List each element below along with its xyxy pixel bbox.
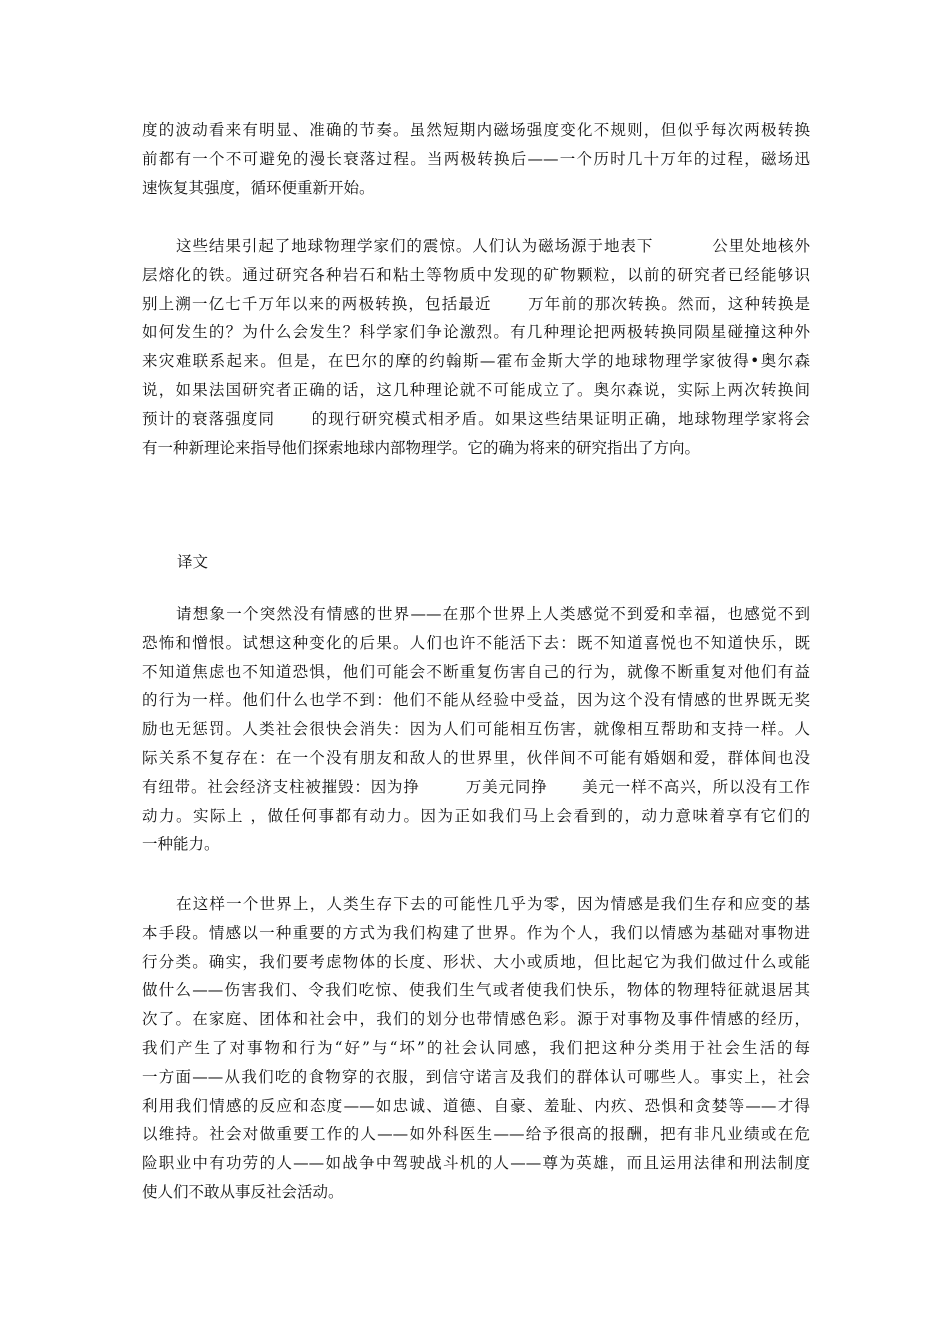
text-line: 我们产生了对事物和行为“好”与“坏”的社会认同感，我们把这种分类用于社会生活的每	[142, 1038, 810, 1057]
text-line: 利用我们情感的反应和态度——如忠诚、道德、自豪、羞耻、内疚、恐惧和贪婪等——才得	[142, 1096, 810, 1115]
text-line: 前都有一个不可避免的漫长衰落过程。当两极转换后——一个历时几十万年的过程，磁场迅	[142, 149, 810, 168]
text-line: 本手段。情感以一种重要的方式为我们构建了世界。作为个人，我们以情感为基础对事物进	[142, 923, 810, 942]
text-line: 恐怖和憎恨。试想这种变化的后果。人们也许不能活下去：既不知道喜悦也不知道快乐，既	[142, 633, 810, 652]
paragraph-geophysicists	[142, 232, 810, 462]
text-line: 以维持。社会对做重要工作的人——如外科医生——给予很高的报酬，把有非凡业绩或在危	[142, 1125, 810, 1144]
text-line: 在这样一个世界上，人类生存下去的可能性几乎为零，因为情感是我们生存和应变的基	[176, 895, 810, 913]
text-line: 来灾难联系起来。但是，在巴尔的摩的约翰斯—霍布金斯大学的地球物理学家彼得•奥尔森	[142, 352, 810, 371]
text-line: 预计的衰落强度同 的现行研究模式相矛盾。如果这些结果证明正确，地球物理学家将会	[142, 409, 810, 428]
paragraph-emotionless-world	[142, 600, 810, 859]
text-line: 请想象一个突然没有情感的世界——在那个世界上人类感觉不到爱和幸福，也感觉不到	[176, 605, 810, 623]
text-line: 次了。在家庭、团体和社会中，我们的划分也带情感色彩。源于对事物及事件情感的经历，	[142, 1010, 810, 1029]
text-line: 不知道焦虑也不知道恐惧，他们可能会不断重复伤害自己的行为，就像不断重复对他们有益	[142, 662, 810, 681]
text-line: 做什么——伤害我们、令我们吃惊、使我们生气或者使我们快乐，物体的物理特征就退居其	[142, 981, 810, 1000]
text-line: 有纽带。社会经济支柱被摧毁：因为挣 万美元同挣 美元一样不高兴，所以没有工作	[142, 777, 810, 796]
paragraph-magnetic-cycle	[142, 116, 810, 202]
text-line: 的行为一样。他们什么也学不到：他们不能从经验中受益，因为这个没有情感的世界既无奖	[142, 691, 810, 710]
text-line: 速恢复其强度，循环便重新开始。	[142, 178, 375, 197]
text-line: 际关系不复存在：在一个没有朋友和敌人的世界里，伙伴间不可能有婚姻和爱，群体间也没	[142, 748, 810, 767]
text-line: 险职业中有功劳的人——如战争中驾驶战斗机的人——尊为英雄，而且运用法律和刑法制度	[142, 1154, 810, 1173]
text-line: 层熔化的铁。通过研究各种岩石和粘土等物质中发现的矿物颗粒，以前的研究者已经能够识	[142, 265, 810, 284]
text-line: 如何发生的？为什么会发生？科学家们争论激烈。有几种理论把两极转换同陨星碰撞这种外	[142, 323, 810, 342]
paragraph-emotions-survival	[142, 890, 810, 1207]
text-line: 别上溯一亿七千万年以来的两极转换，包括最近 万年前的那次转换。然而，这种转换是	[142, 294, 810, 313]
text-line: 使人们不敢从事反社会活动。	[142, 1182, 344, 1201]
text-line: 说，如果法国研究者正确的话，这几种理论就不可能成立了。奥尔森说，实际上两次转换间	[142, 380, 810, 399]
text-line: 有一种新理论来指导他们探索地球内部物理学。它的确为将来的研究指出了方向。	[142, 438, 701, 457]
text-line: 度的波动看来有明显、准确的节奏。虽然短期内磁场强度变化不规则，但似乎每次两极转换	[142, 121, 810, 139]
text-line: 这些结果引起了地球物理学家们的震惊。人们认为磁场源于地表下 公里处地核外	[176, 237, 810, 255]
text-line: 动力。实际上 ，做任何事都有动力。因为正如我们马上会看到的，动力意味着享有它们的	[142, 806, 810, 825]
translation-heading: 译文	[177, 553, 209, 571]
text-line: 一种能力。	[142, 835, 220, 854]
text-line: 一方面——从我们吃的食物穿的衣服，到信守诺言及我们的群体认可哪些人。事实上，社会	[142, 1067, 810, 1086]
text-line: 行分类。确实，我们要考虑物体的长度、形状、大小或质地，但比起它为我们做过什么或能	[142, 952, 810, 971]
text-line: 励也无惩罚。人类社会很快会消失：因为人们可能相互伤害，就像相互帮助和支持一样。人	[142, 720, 810, 739]
